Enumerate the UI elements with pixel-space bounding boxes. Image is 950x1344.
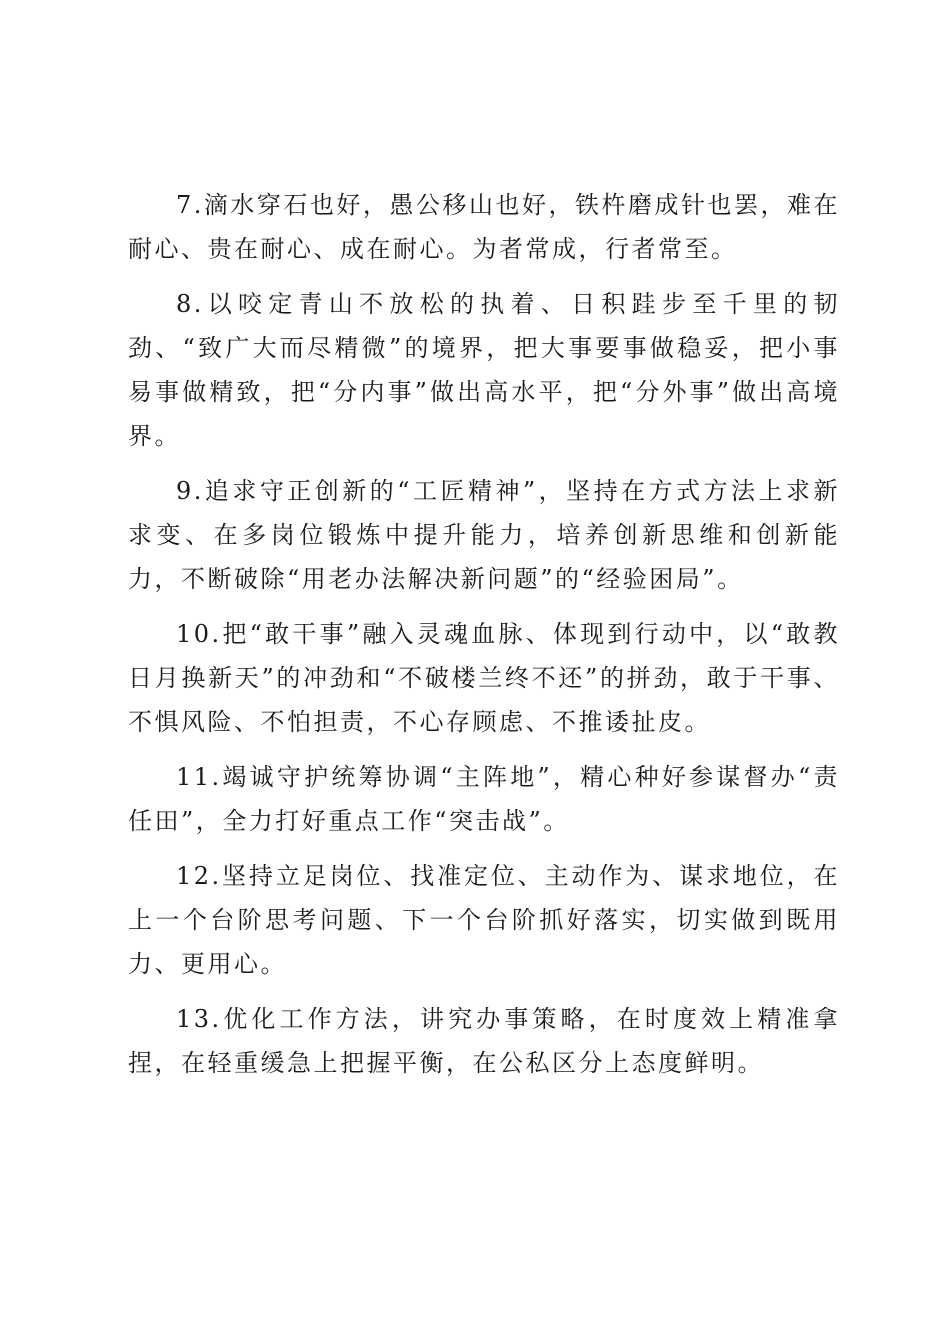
paragraph-10: 10.把“敢干事”融入灵魂血脉、体现到行动中，以“敢教日月换新天”的冲劲和“不破楼兰终不还”的拼劲，敢于干事、不惧风险、不怕担责，不心存顾虑、不推诿扯皮。 <box>128 620 840 736</box>
paragraph-12: 12.坚持立足岗位、找准定位、主动作为、谋求地位，在上一个台阶思考问题、下一个台阶抓好落实，切实做到既用力、更用心。 <box>128 862 840 978</box>
paragraph-8: 8.以咬定青山不放松的执着、日积跬步至千里的韧劲、“致广大而尽精微”的境界，把大事要事做稳妥，把小事易事做精致，把“分内事”做出高水平，把“分外事”做出高境界。 <box>128 290 840 450</box>
paragraph-11: 11.竭诚守护统筹协调“主阵地”，精心种好参谋督办“责任田”，全力打好重点工作“突击战”。 <box>128 763 840 835</box>
paragraph-13: 13.优化工作方法，讲究办事策略，在时度效上精准拿捏，在轻重缓急上把握平衡，在公私区分上态度鲜明。 <box>128 1005 840 1077</box>
paragraph-9: 9.追求守正创新的“工匠精神”，坚持在方式方法上求新求变、在多岗位锻炼中提升能力，培养创新思维和创新能力，不断破除“用老办法解决新问题”的“经验困局”。 <box>128 477 840 593</box>
document-body <box>128 183 840 1096</box>
paragraph-7: 7.滴水穿石也好，愚公移山也好，铁杵磨成针也罢，难在耐心、贵在耐心、成在耐心。为者常成，行者常至。 <box>128 191 840 263</box>
